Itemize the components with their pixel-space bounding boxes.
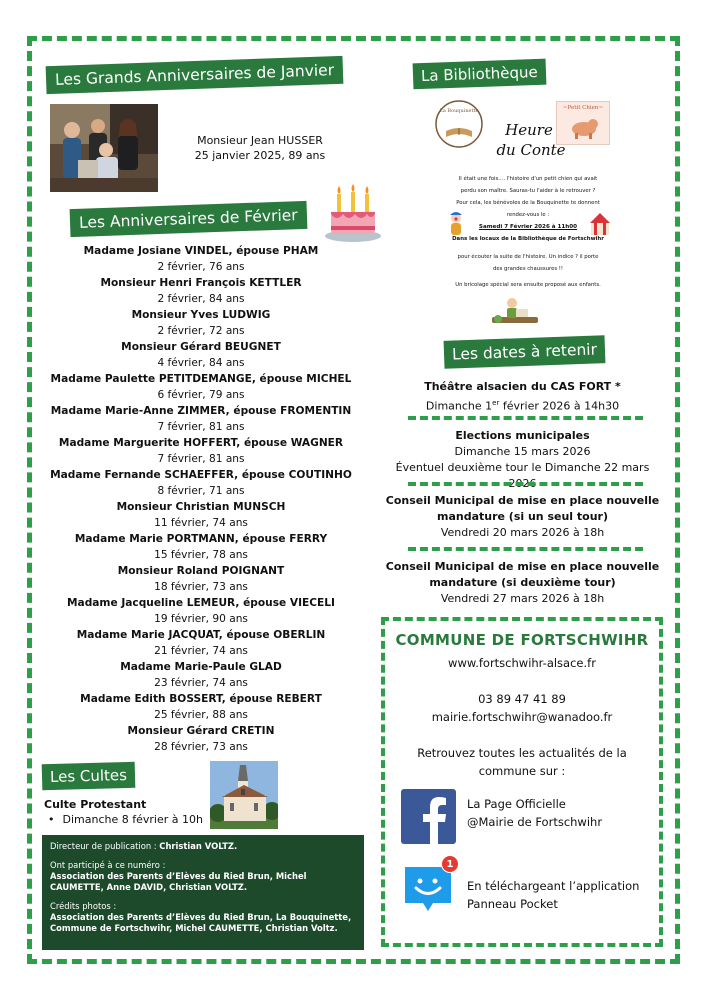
commune-box bbox=[381, 617, 663, 947]
birthday-detail: 19 février, 90 ans bbox=[154, 613, 248, 625]
cake-icon bbox=[323, 182, 383, 244]
facebook-text bbox=[467, 795, 602, 831]
birthday-name: Monsieur Yves LUDWIG bbox=[131, 309, 271, 321]
date-event-when-2: Éventuel deuxième tour le Dimanche 22 mars 2026 bbox=[395, 461, 650, 490]
birthday-name: Madame Jacqueline LEMEUR, épouse VIECELI bbox=[67, 597, 335, 609]
commune-news-line1: Retrouvez toutes les actualités de la bbox=[417, 746, 627, 760]
cultes-item: • Dimanche 8 février à 10h bbox=[48, 813, 203, 826]
poster-line: rendez-vous le : bbox=[506, 212, 550, 218]
commune-news-line2: commune sur : bbox=[478, 764, 566, 778]
bibliotheque-poster bbox=[428, 95, 628, 335]
birthday-name: Monsieur Henri François KETTLER bbox=[100, 277, 302, 289]
birthday-entry bbox=[42, 435, 360, 467]
petit-chien-book bbox=[556, 101, 610, 145]
birthday-entry bbox=[42, 307, 360, 339]
birthday-name: Madame Josiane VINDEL, épouse PHAM bbox=[83, 245, 319, 257]
cultes-list bbox=[48, 813, 203, 826]
petit-chien-book-title: ~Petit Chien~ bbox=[562, 105, 604, 111]
birthday-name: Monsieur Gérard CRETIN bbox=[127, 725, 275, 737]
cultes-banner: Les Cultes bbox=[42, 762, 136, 790]
bibliotheque-banner: La Bibliothèque bbox=[413, 59, 547, 90]
poster-line: perdu son maître. Sauras-tu l'aider à le retrouver ? bbox=[460, 188, 596, 194]
birthday-name: Madame Fernande SCHAEFFER, épouse COUTINHO bbox=[50, 469, 352, 481]
notification-badge: 1 bbox=[441, 855, 459, 873]
birthday-name: Monsieur Christian MUNSCH bbox=[116, 501, 286, 513]
birthday-name: Madame Edith BOSSERT, épouse REBERT bbox=[80, 693, 322, 705]
birthday-name: Monsieur Gérard BEUGNET bbox=[121, 341, 281, 353]
birthday-name: Madame Marie PORTMANN, épouse FERRY bbox=[74, 533, 328, 545]
date-event-conseil-2 bbox=[380, 559, 665, 607]
birthday-entry bbox=[42, 467, 360, 499]
birthday-name: Madame Paulette PETITDEMANGE, épouse MICHEL bbox=[50, 373, 352, 385]
publication-participants: Association des Parents d’Elèves du Ried Brun, Michel CAUMETTE, Anne DAVID, Christian VOLTZ. bbox=[50, 871, 307, 892]
heure-title: Heure bbox=[505, 121, 553, 139]
birthday-detail: 2 février, 84 ans bbox=[157, 293, 245, 305]
birthday-detail: 7 février, 81 ans bbox=[157, 453, 245, 465]
facebook-icon[interactable] bbox=[401, 789, 456, 844]
janvier-photo bbox=[50, 104, 158, 192]
poster-event-place: Dans les locaux de la Bibliothèque de Fortschwihr bbox=[452, 236, 604, 242]
cultes-subtitle: Culte Protestant bbox=[44, 798, 147, 811]
date-event-when: Vendredi 27 mars 2026 à 18h bbox=[440, 592, 605, 605]
date-separator bbox=[408, 416, 643, 420]
birthday-entry bbox=[42, 275, 360, 307]
birthday-name: Madame Marie JACQUAT, épouse OBERLIN bbox=[76, 629, 326, 641]
commune-title: COMMUNE DE FORTSCHWIHR bbox=[395, 631, 649, 649]
janvier-banner: Les Grands Anniversaires de Janvier bbox=[46, 56, 344, 94]
birthday-name: Madame Marie-Anne ZIMMER, épouse FROMENTIN bbox=[50, 405, 352, 417]
poster-line: Pour cela, les bénévoles de la Bouquinette te donnent bbox=[456, 200, 600, 206]
janvier-person bbox=[170, 133, 350, 163]
birthday-entry bbox=[42, 243, 360, 275]
bouquinette-logo-text: La Bouquinette bbox=[439, 108, 479, 114]
date-event-title: Conseil Municipal de mise en place nouvelle mandature (si un seul tour) bbox=[385, 494, 660, 523]
date-event-title: Elections municipales bbox=[455, 429, 590, 442]
birthday-detail: 28 février, 73 ans bbox=[154, 741, 248, 753]
date-event-when: Dimanche 15 mars 2026 bbox=[454, 445, 591, 458]
commune-website[interactable]: www.fortschwihr-alsace.fr bbox=[448, 656, 596, 670]
publication-credits: Association des Parents d’Elèves du Ried Brun, La Bouquinette, Commune de Fortschwihr, Michel CAUMETTE, Christian Voltz. bbox=[50, 912, 352, 933]
date-event-title: Théâtre alsacien du CAS FORT * bbox=[424, 380, 621, 393]
church-photo bbox=[210, 761, 278, 829]
publication-participants-label: Ont participé à ce numéro : bbox=[50, 860, 166, 870]
fevrier-banner: Les Anniversaires de Février bbox=[70, 201, 308, 237]
birthday-entry bbox=[42, 595, 360, 627]
facebook-line1: La Page Officielle bbox=[467, 797, 566, 811]
birthday-name: Monsieur Roland POIGNANT bbox=[117, 565, 285, 577]
birthday-name: Madame Marguerite HOFFERT, épouse WAGNER bbox=[58, 437, 344, 449]
date-event-title: Conseil Municipal de mise en place nouvelle mandature (si deuxième tour) bbox=[385, 560, 660, 589]
pocket-text bbox=[467, 877, 639, 913]
poster-line: Un bricolage spécial sera ensuite proposé aux enfants. bbox=[455, 282, 601, 288]
janvier-person-name: Monsieur Jean HUSSER bbox=[197, 134, 323, 147]
poster-line: pour écouter la suite de l'histoire. Un indice ? il porte bbox=[457, 254, 599, 260]
birthday-detail: 2 février, 76 ans bbox=[157, 261, 245, 273]
commune-phone: 03 89 47 41 89 bbox=[478, 692, 566, 706]
birthday-entry bbox=[42, 499, 360, 531]
pocket-line1: En téléchargeant l’application bbox=[467, 879, 640, 893]
publication-director: Directeur de publication : Christian VOLTZ. bbox=[50, 841, 238, 851]
birthday-entry bbox=[42, 723, 360, 755]
dates-banner: Les dates à retenir bbox=[444, 335, 606, 369]
birthday-detail: 18 février, 73 ans bbox=[154, 581, 248, 593]
janvier-person-detail: 25 janvier 2025, 89 ans bbox=[194, 149, 326, 162]
birthday-entry bbox=[42, 531, 360, 563]
birthday-entry bbox=[42, 627, 360, 659]
birthday-detail: 6 février, 79 ans bbox=[157, 389, 245, 401]
conte-title: du Conte bbox=[496, 141, 566, 159]
publication-credits-label: Crédits photos : bbox=[50, 901, 117, 911]
birthday-entry bbox=[42, 563, 360, 595]
date-event-theatre bbox=[380, 379, 665, 415]
date-event-when: Dimanche 1er février 2026 à 14h30 bbox=[425, 399, 620, 413]
birthday-detail: 7 février, 81 ans bbox=[157, 421, 245, 433]
birthday-detail: 15 février, 78 ans bbox=[154, 549, 248, 561]
poster-line: Il était une fois.... l'histoire d'un petit chien qui avait bbox=[458, 176, 598, 182]
birthday-entry bbox=[42, 371, 360, 403]
date-separator bbox=[408, 547, 643, 551]
birthday-detail: 25 février, 88 ans bbox=[154, 709, 248, 721]
birthday-entry bbox=[42, 659, 360, 691]
birthday-entry bbox=[42, 339, 360, 371]
poster-line: des grandes chaussures !! bbox=[492, 266, 564, 272]
date-event-when: Vendredi 20 mars 2026 à 18h bbox=[440, 526, 605, 539]
birthday-detail: 11 février, 74 ans bbox=[154, 517, 248, 529]
reading-child-icon bbox=[490, 295, 540, 329]
publication-box bbox=[42, 835, 364, 950]
birthday-detail: 4 février, 84 ans bbox=[157, 357, 245, 369]
fevrier-list bbox=[42, 243, 360, 755]
birthday-entry bbox=[42, 691, 360, 723]
birthday-detail: 21 février, 74 ans bbox=[154, 645, 248, 657]
birthday-entry bbox=[42, 403, 360, 435]
birthday-name: Madame Marie-Paule GLAD bbox=[120, 661, 282, 673]
date-separator bbox=[408, 482, 643, 486]
pocket-line2: Panneau Pocket bbox=[467, 897, 558, 911]
birthday-detail: 23 février, 74 ans bbox=[154, 677, 248, 689]
birthday-detail: 2 février, 72 ans bbox=[157, 325, 245, 337]
commune-email[interactable]: mairie.fortschwihr@wanadoo.fr bbox=[431, 710, 613, 724]
poster-event-date: Samedi 7 Février 2026 à 11h00 bbox=[478, 224, 578, 230]
facebook-line2: @Mairie de Fortschwihr bbox=[467, 815, 603, 829]
birthday-detail: 8 février, 71 ans bbox=[157, 485, 245, 497]
panneau-pocket-icon[interactable] bbox=[401, 857, 459, 919]
bouquinette-logo bbox=[434, 99, 484, 149]
date-event-conseil-1 bbox=[380, 493, 665, 541]
